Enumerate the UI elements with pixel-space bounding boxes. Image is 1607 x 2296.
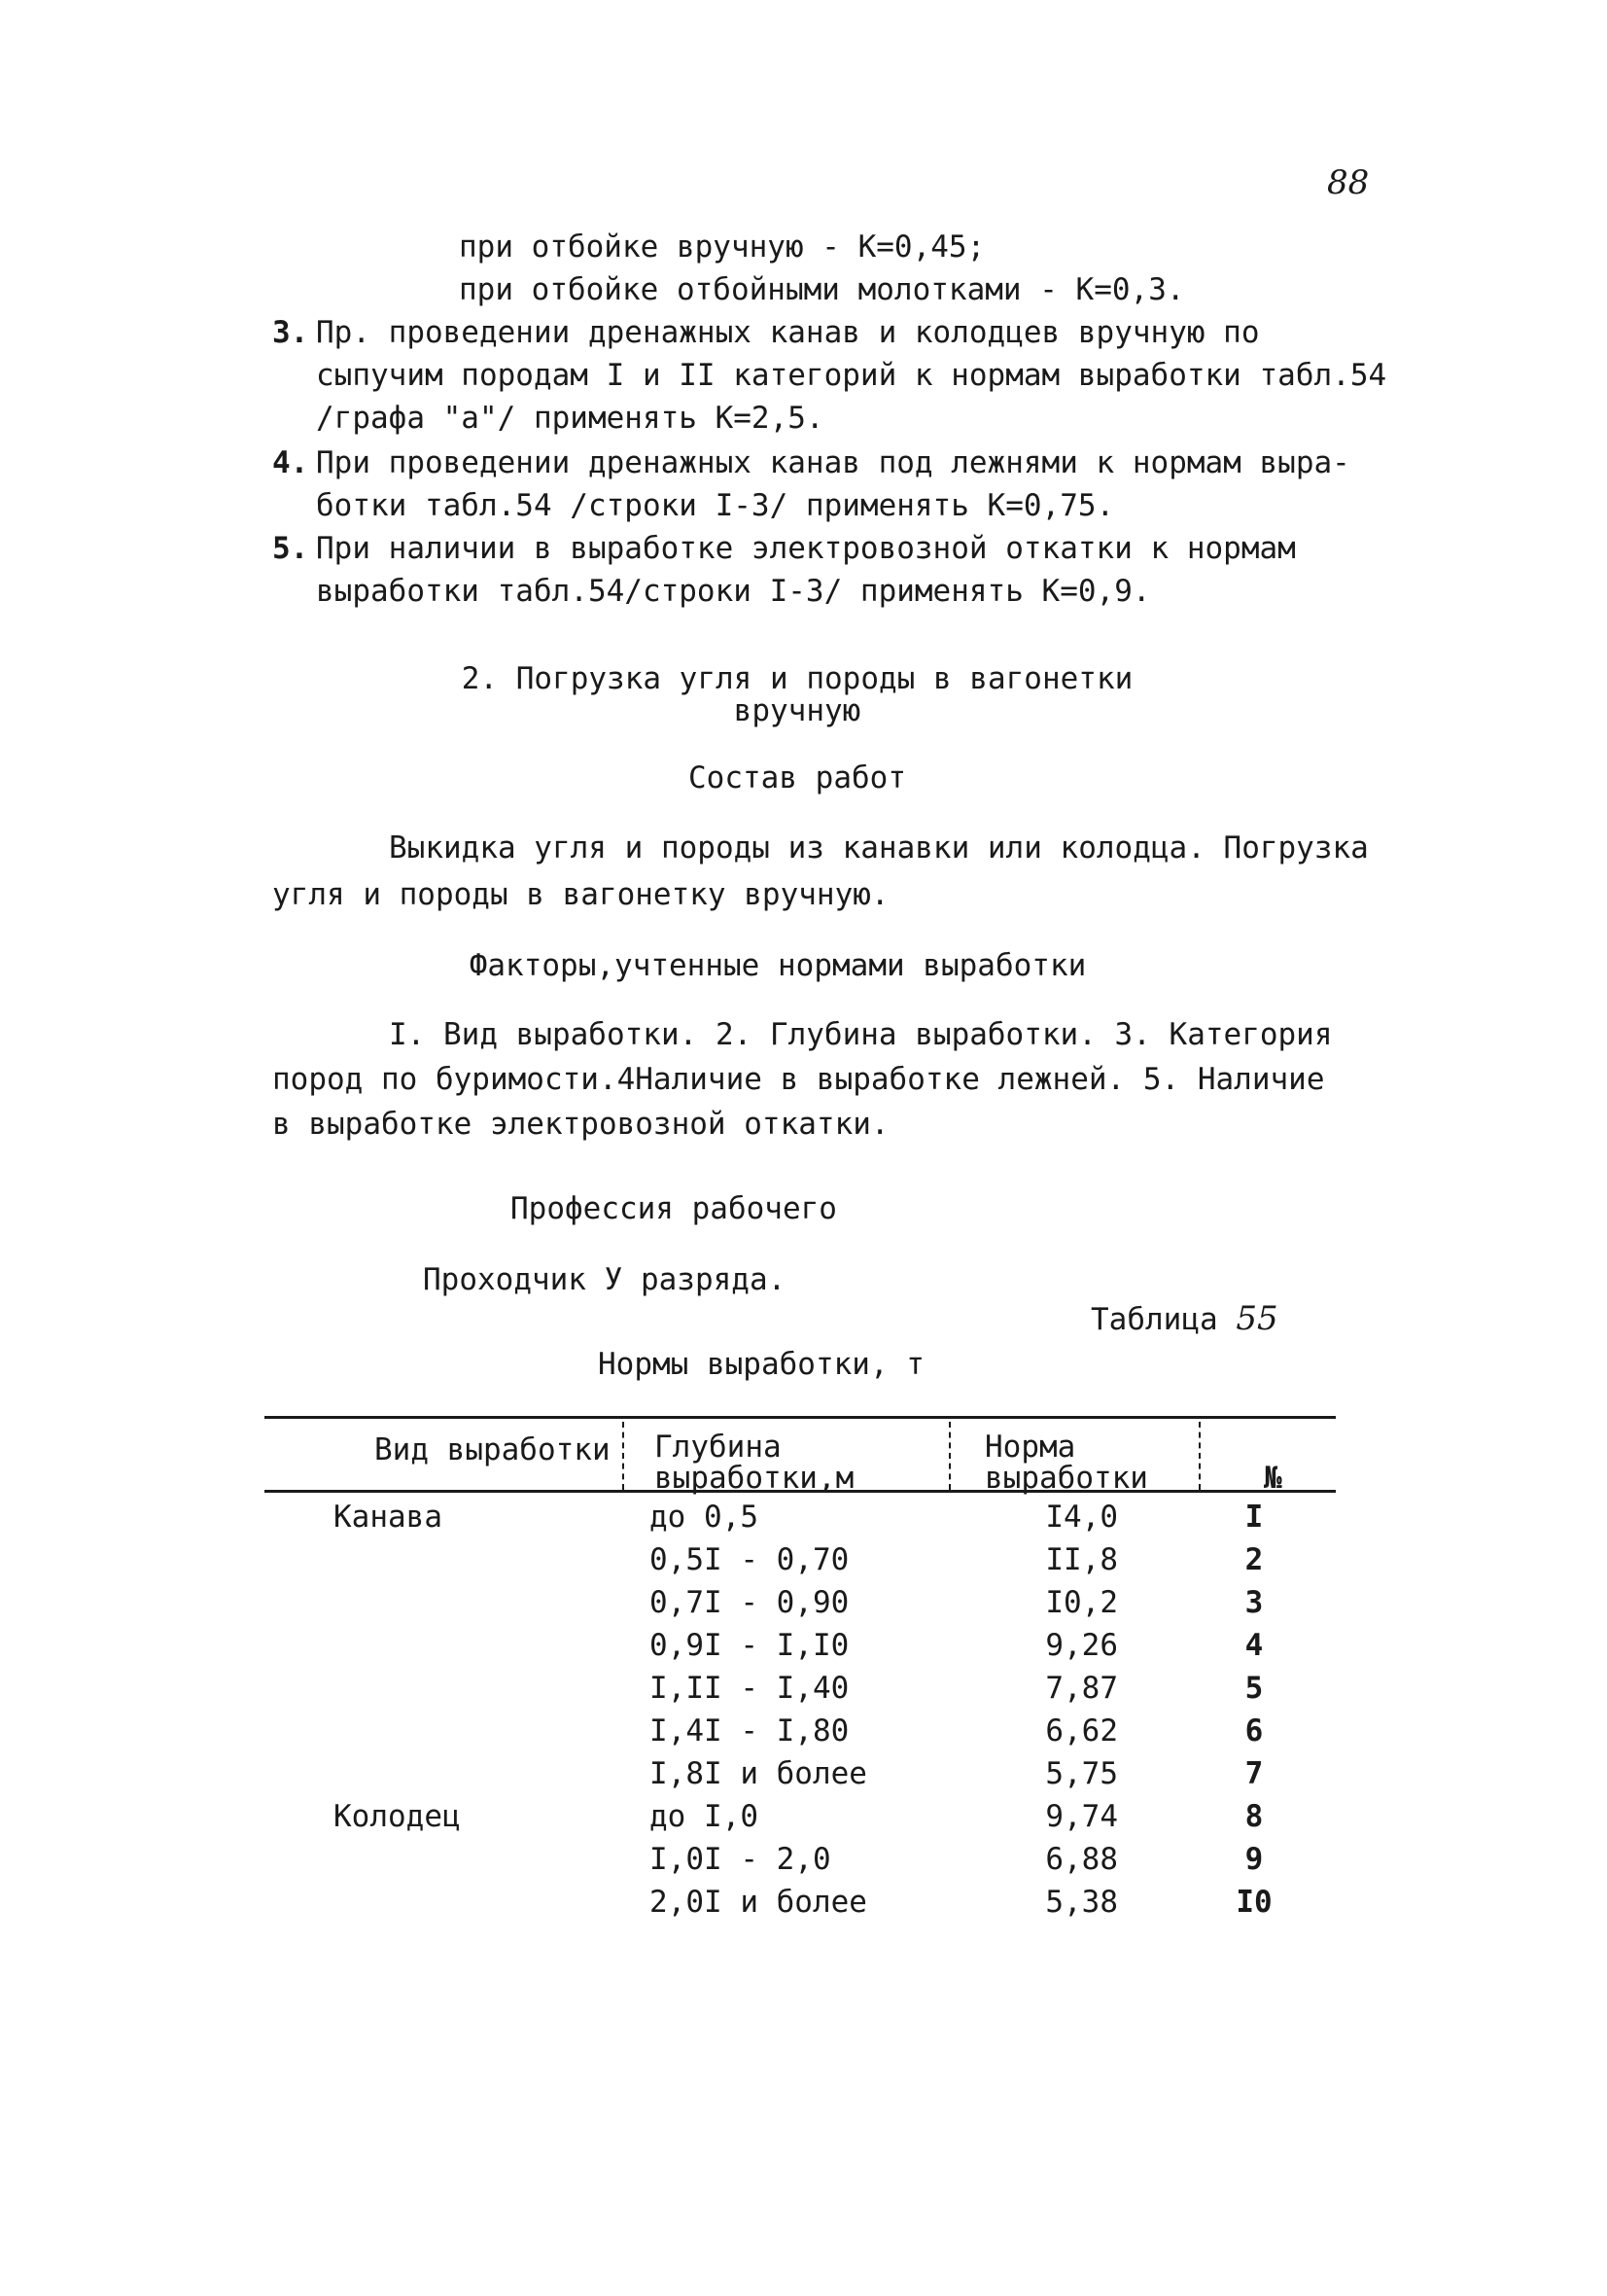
page-number: 88 [1327,163,1370,202]
cell-depth: 2,0I и более [649,1885,867,1920]
note-text: ботки табл.54 /строки I-3/ применять К=0,75. [316,488,1115,523]
cell-num: 3 [1244,1585,1264,1620]
cell-norm: I4,0 [1045,1500,1118,1535]
cell-num: 5 [1244,1671,1264,1706]
table-label-prefix: Таблица [1091,1302,1218,1337]
note-number: 4. [272,445,309,480]
header-num: № [1264,1461,1282,1496]
cell-norm: 5,38 [1045,1885,1118,1920]
cell-depth: I,4I - I,80 [649,1713,850,1748]
cell-norm: I0,2 [1045,1585,1118,1620]
work-heading: Состав работ [688,760,906,795]
work-text: Выкидка угля и породы из канавки или колодца. Погрузка [389,830,1369,865]
cell-depth: 0,7I - 0,90 [649,1585,850,1620]
cell-num: I0 [1236,1885,1273,1920]
cell-depth: до 0,5 [649,1500,758,1535]
column-divider [949,1422,951,1490]
table-top-rule [264,1416,1336,1419]
note-text: /графа "а"/ применять К=2,5. [316,401,824,436]
cell-norm: 6,62 [1045,1713,1118,1748]
factors-text: в выработке электровозной откатки. [272,1107,890,1142]
cell-type: Колодец [333,1799,461,1834]
header-type: Вид выработки [374,1432,611,1467]
header-norm: Норма [985,1430,1076,1465]
header-depth-cont: выработки,м [654,1461,855,1496]
cell-num: 7 [1244,1756,1264,1791]
factors-text: I. Вид выработки. 2. Глубина выработки. 3. Категория [389,1017,1333,1052]
cell-depth: до I,0 [649,1799,758,1834]
work-text: угля и породы в вагонетку вручную. [272,877,890,912]
profession-heading: Профессия рабочего [510,1191,837,1226]
cell-norm: II,8 [1045,1542,1118,1577]
cell-depth: 0,5I - 0,70 [649,1542,850,1577]
cell-norm: 9,26 [1045,1628,1118,1663]
cell-depth: I,0I - 2,0 [649,1842,831,1877]
factors-text: пород по буримости.4Наличие в выработке лежней. 5. Наличие [272,1062,1325,1097]
note-text: выработки табл.54/строки I-3/ применять К=0,9. [316,574,1151,609]
profession-text: Проходчик У разряда. [423,1262,786,1297]
note-number: 3. [272,315,309,350]
cell-depth: I,II - I,40 [649,1671,850,1706]
cell-num: I [1244,1500,1264,1535]
table-label [1091,1299,1278,1338]
table-caption: Нормы выработки, т [598,1347,925,1382]
cell-num: 6 [1244,1713,1264,1748]
note-text: сыпучим породам I и II категорий к нормам выработки табл.54 [316,358,1387,393]
cell-depth: I,8I и более [649,1756,867,1791]
note-text: При проведении дренажных канав под лежнями к нормам выра- [316,445,1350,480]
note-text: Пр. проведении дренажных канав и колодцев вручную по [316,315,1260,350]
factors-heading: Факторы,учтенные нормами выработки [469,948,1087,983]
note-line-1: при отбойке вручную - К=0,45; [459,230,986,265]
cell-norm: 5,75 [1045,1756,1118,1791]
table-label-number: 55 [1236,1299,1278,1338]
column-divider [622,1422,624,1490]
cell-norm: 7,87 [1045,1671,1118,1706]
cell-norm: 9,74 [1045,1799,1118,1834]
cell-type: Канава [333,1500,442,1535]
cell-num: 9 [1244,1842,1264,1877]
header-depth: Глубина [654,1430,782,1465]
note-text: При наличии в выработке электровозной откатки к нормам [316,531,1296,566]
note-number: 5. [272,531,309,566]
cell-num: 4 [1244,1628,1264,1663]
note-line-2: при отбойке отбойными молотками - К=0,3. [459,272,1185,307]
cell-num: 8 [1244,1799,1264,1834]
cell-num: 2 [1244,1542,1264,1577]
section-title-cont: вручную [733,693,861,728]
header-norm-cont: выработки [985,1461,1148,1496]
section-title: 2. Погрузка угля и породы в вагонетки [461,661,1134,696]
column-divider [1199,1422,1201,1490]
cell-depth: 0,9I - I,I0 [649,1628,850,1663]
cell-norm: 6,88 [1045,1842,1118,1877]
